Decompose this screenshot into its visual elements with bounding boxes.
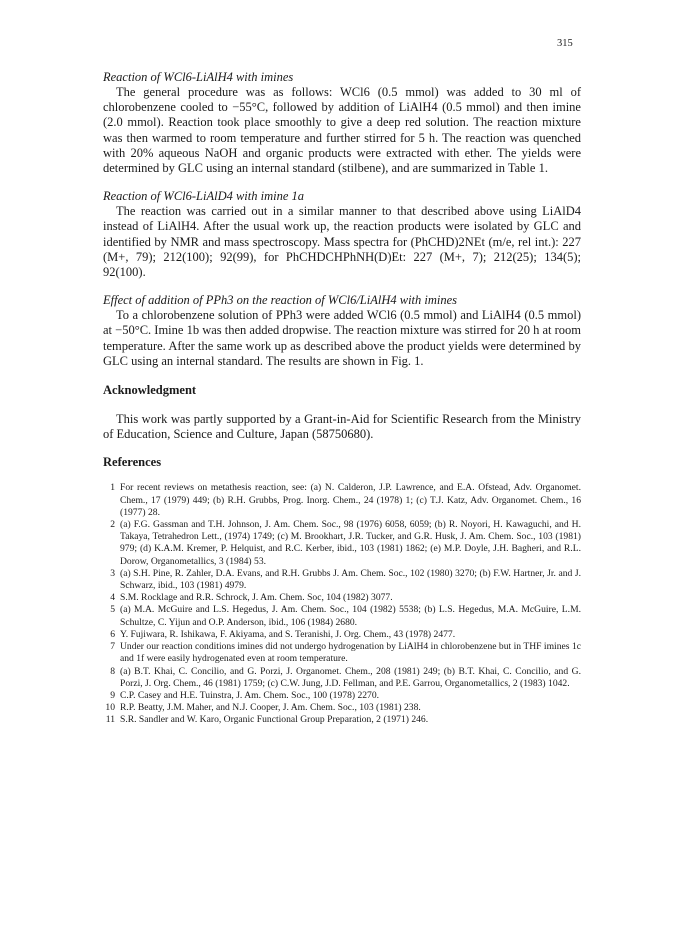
references-section bbox=[103, 455, 581, 726]
reference-item: 3 (a) S.H. Pine, R. Zahler, D.A. Evans, and R.H. Grubbs J. Am. Chem. Soc., 102 (1980) 3270; (b) F.W. Hartner, Jr. and J. Schwarz, ibid., 103 (1981) 4979. bbox=[110, 567, 581, 592]
reference-item: 8 (a) B.T. Khai, C. Concilio, and G. Porzi, J. Organomet. Chem., 208 (1981) 249; (b) B.T. Khai, C. Concilio, and G. Porzi, J. Org. Chem., 46 (1981) 1759; (c) C.W. Jung, J.D. Fellman, and P.E. Garrou, Organometallics, 2 (1983) 1042. bbox=[110, 665, 581, 689]
reference-item: 6 Y. Fujiwara, R. Ishikawa, F. Akiyama, and S. Teranishi, J. Org. Chem., 43 (1978) 2477. bbox=[110, 628, 456, 640]
reference-item: 4 S.M. Rocklage and R.R. Schrock, J. Am. Chem. Soc, 104 (1982) 3077. bbox=[110, 592, 393, 604]
reference-item: 9 C.P. Casey and H.E. Tuinstra, J. Am. Chem. Soc., 100 (1978) 2270. bbox=[110, 689, 380, 701]
section-body: To a chlorobenzene solution of PPh3 were added WCl6 (0.5 mmol) and LiAlH4 (0.5 mmol) at −50°C. Imine 1b was then added dropwise. The reaction mixture was stirred for 20 h at room temperature. After the same work up as described above the product yields were determined by GLC using an internal standard. The results are shown in Fig. 1. bbox=[103, 308, 582, 368]
reference-item: 11 S.R. Sandler and W. Karo, Organic Functional Group Preparation, 2 (1971) 246. bbox=[105, 714, 429, 726]
reference-item: 5 (a) M.A. McGuire and L.S. Hegedus, J. Am. Chem. Soc., 104 (1982) 5538; (b) L.S. Hegedus, M.A. McGuire, L.M. Schultze, C. Yijun and O.P. Anderson, ibid., 106 (1984) 2680. bbox=[110, 604, 581, 628]
section-wcl6-liald4 bbox=[103, 189, 581, 280]
acknowledgment-body: This work was partly supported by a Grant-in-Aid for Scientific Research from the Ministry of Education, Science and Culture, Japan (58750680). bbox=[103, 412, 581, 442]
page-number: 315 bbox=[557, 38, 573, 49]
section-body: The general procedure was as follows: WCl6 (0.5 mmol) was added to 30 ml of chlorobenzene cooled to −55°C, followed by addition of LiAlH4 (0.5 mmol) and then imine (2.0 mmol). Reaction took place smoothly to give a deep red solution. The reaction mixture was then warmed to room temperature and further stirred for 5 h. The reaction was quenched with 20% aqueous NaOH and organic products were extracted with ether. The yields were determined by GLC using an internal standard (stilbene), and are summarized in Table 1. bbox=[103, 85, 581, 176]
reference-item: 7 Under our reaction conditions imines did not undergo hydrogenation by LiAlH4 in chlorobenzene but in THF imines 1c and 1f were easily hydrogenated even at room temperature. bbox=[110, 641, 581, 665]
reference-item: 10 R.P. Beatty, J.M. Maher, and N.J. Cooper, J. Am. Chem. Soc., 103 (1981) 238. bbox=[105, 702, 421, 714]
paper-page bbox=[103, 36, 581, 727]
section-heading: Effect of addition of PPh3 on the reaction of WCl6/LiAlH4 with imines bbox=[103, 293, 458, 308]
acknowledgment-section bbox=[103, 383, 581, 442]
section-heading: Reaction of WCl6-LiAlH4 with imines bbox=[103, 70, 294, 84]
acknowledgment-heading: Acknowledgment bbox=[103, 383, 197, 398]
section-heading: Reaction of WCl6-LiAlD4 with imine 1a bbox=[103, 189, 305, 204]
reference-item: 1 For recent reviews on metathesis reaction, see: (a) N. Calderon, J.P. Lawrence, and E.A. Ofstead, Adv. Organomet. Chem., 17 (1979) 449; (b) R.H. Grubbs, Prog. Inorg. Chem., 24 (1978) 1; (c) T.J. Katz, Adv. Organomet. Chem., 16 (1977) 28. bbox=[110, 482, 581, 518]
section-body: The reaction was carried out in a similar manner to that described above using LiAlD4 instead of LiAlH4. After the usual work up, the reaction products were isolated by GLC and identified by NMR and mass spectroscopy. Mass spectra for (PhCHD)2NEt (m/e, rel int.): 227 (M+, 79); 212(100); 92(99), for PhCHDCHPhNH(D)Et: 227 (M+, 7); 212(25); 134(5); 92(100). bbox=[103, 204, 581, 280]
reference-item: 2 (a) F.G. Gassman and T.H. Johnson, J. Am. Chem. Soc., 98 (1976) 6058, 6059; (b) R. Noyori, H. Kawaguchi, and H. Takaya, Tetrahedron Lett., (1974) 1749; (c) M. Brookhart, J.R. Tucker, and G.R. Husk, J. Am. Chem. Soc., 103 (1981) 979; (d) K.A.M. Kremer, P. Helquist, and R.C. Kerber, ibid., 103 (1981) 1862; (e) M.P. Doyle, J.H. Bagheri, and R.L. Dorow, Organometallics, 3 (1984) 53. bbox=[110, 519, 581, 567]
section-pph3-effect bbox=[103, 293, 581, 369]
references-heading: References bbox=[103, 455, 162, 470]
reference-list bbox=[103, 482, 581, 726]
section-wcl6-lialh4 bbox=[103, 70, 581, 176]
